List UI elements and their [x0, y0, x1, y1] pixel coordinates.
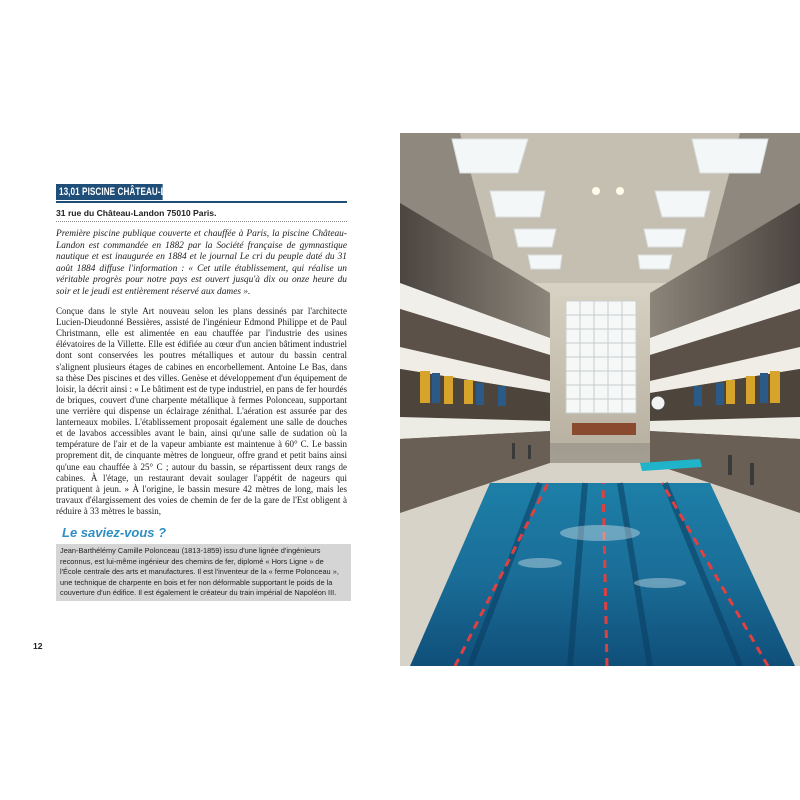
body-paragraph: Conçue dans le style Art nouveau selon les plans dessinés par l'architecte Lucien-Dieudonné Bessières, assisté de l'ingénieur Edmond Philippe et de Paul Christmann, elle est alimentée en eau chauffée par l'industrie des usines élévatoires de la Villette. Elle est édifiée au cœur d'un ancien bâtiment industriel dont sont conservées les poutres métalliques et autour du bassin central s'alignent plusieurs étages de cabines en encorbellement. Antoine Le Bas, dans sa thèse Des piscines et des villes. Genèse et développement d'un équipement de loisir, la décrit ainsi : « Le bâtiment est de type industriel, en pans de fer hourdés de briques, couvert d'une charpente métallique à fermes Polonceau, supportant une verrière qui dispense un éclairage zénithal. L'aération est assurée par des lanterneaux mobiles. L'établissement proposait également une salle de douches et de lavabos accessibles avant le bain, ainsi qu'une salle de sudation où la température de l'air et de la vapeur ambiante est maintenue à 60° C. Le bassin proprement dit, de cinquante mètres de longueur, offre grand et petit bains ainsi qu'une eau chauffée à 25° C ; autour du bassin, se répartissent deux rangs de cabines. À l'étage, un restaurant devait soulager l'appétit de nageurs qui pratiquent à jeun. » À l'origine, le bassin mesure 42 mètres de long, mais les travaux d'élargissement des voies de chemin de fer de la gare de l'Est obligent à réduire à 33 mètres le bassin, [56, 306, 347, 516]
pool-photo [400, 133, 800, 666]
saviez-text: Jean-Barthélémy Camille Polonceau (1813-1859) issu d'une lignée d'ingénieurs reconnus, est lui-même ingénieur des chemins de fer, diplomé « Hors Ligne » de l'École centrale des arts et manufactures. Il est l'inventeur de la « ferme Polonceau », une technique de charpente en bois et fer non déformable supportant le poids de la couverture d'un édifice. Il est également le créateur du train impérial de Napoléon III. [60, 546, 339, 598]
address: 31 rue du Château-Landon 75010 Paris. [56, 208, 217, 218]
title-rule [56, 201, 347, 203]
address-divider [56, 221, 347, 222]
saviez-box [56, 544, 351, 601]
saviez-title: Le saviez-vous ? [62, 525, 167, 540]
page-number: 12 [33, 641, 43, 651]
page-title: 13,01 PISCINE CHÂTEAU-LANDON [56, 184, 163, 200]
pool-photo-illustration [400, 133, 800, 666]
intro-paragraph: Première piscine publique couverte et chauffée à Paris, la piscine Château-Landon est commandée en 1882 par la Société française de gymnastique nautique et est inaugurée en 1884 et le journal Le cri du peuple daté du 31 août 1884 diffuse l'information : « Cet utile établissement, qui réalise un véritable progrès pour notre pays est ouvert jusqu'à dix ou onze heure du soir et le jeudi est entièrement réservé aux dames ». [56, 229, 347, 297]
